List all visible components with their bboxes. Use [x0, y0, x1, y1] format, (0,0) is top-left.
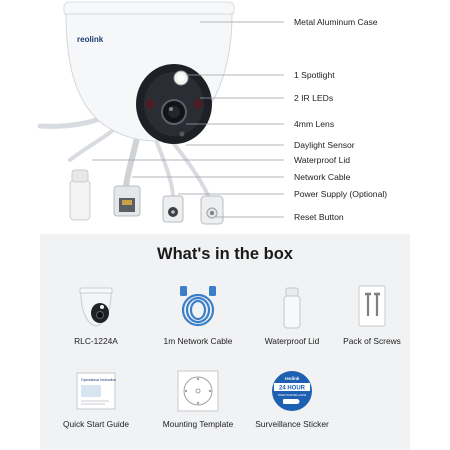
box-item-label: Surveillance Sticker: [255, 419, 329, 429]
box-item-network-cable: [152, 284, 244, 346]
whats-in-the-box-panel: [40, 234, 410, 450]
network-connector: [114, 186, 140, 216]
callout-reset-button: Reset Button: [294, 212, 344, 222]
sticker-icon: [267, 369, 317, 413]
box-item-label: 1m Network Cable: [163, 336, 233, 346]
brand-logo: reolink: [77, 35, 104, 44]
box-item-screws: [326, 284, 418, 346]
camera-icon: [71, 286, 121, 330]
sticker-big-text: 24 HOUR: [278, 385, 306, 392]
sticker-small-text: VIDEO SURVEILLANCE: [277, 394, 307, 397]
box-item-label: Pack of Screws: [343, 336, 401, 346]
power-connector: [163, 196, 183, 222]
sticker-brand-text: reolink: [284, 376, 300, 381]
guide-heading: Operational Instruction: [81, 378, 117, 382]
network-cable-icon: [173, 284, 223, 330]
box-item-camera: [50, 286, 142, 346]
box-item-label: Mounting Template: [162, 419, 234, 429]
box-item-label: RLC-1224A: [74, 336, 118, 346]
box-item-label: Waterproof Lid: [264, 336, 320, 346]
mounting-template-icon: [173, 369, 223, 413]
callout-ir-leds: 2 IR LEDs: [294, 93, 334, 103]
guide-booklet-icon: [71, 369, 121, 413]
reset-connector: [201, 196, 223, 224]
callout-metal-case: Metal Aluminum Case: [294, 17, 378, 27]
box-item-waterproof-lid: [246, 284, 338, 346]
waterproof-lid-icon: [267, 284, 317, 330]
box-item-mounting-template: [152, 369, 244, 429]
callout-power-supply: Power Supply (Optional): [294, 189, 388, 199]
waterproof-lid-part: [70, 170, 90, 220]
callout-daylight-sensor: Daylight Sensor: [294, 140, 355, 150]
callout-lens: 4mm Lens: [294, 119, 335, 129]
callout-waterproof-lid: Waterproof Lid: [294, 155, 351, 165]
screws-pack-icon: [347, 284, 397, 330]
box-item-surveillance-sticker: [246, 369, 338, 429]
callout-spotlight: 1 Spotlight: [294, 70, 335, 80]
box-item-label: Quick Start Guide: [62, 419, 130, 429]
box-item-quick-start-guide: [50, 369, 142, 429]
callout-network-cable: Network Cable: [294, 172, 351, 182]
box-title: What's in the box: [157, 245, 293, 263]
